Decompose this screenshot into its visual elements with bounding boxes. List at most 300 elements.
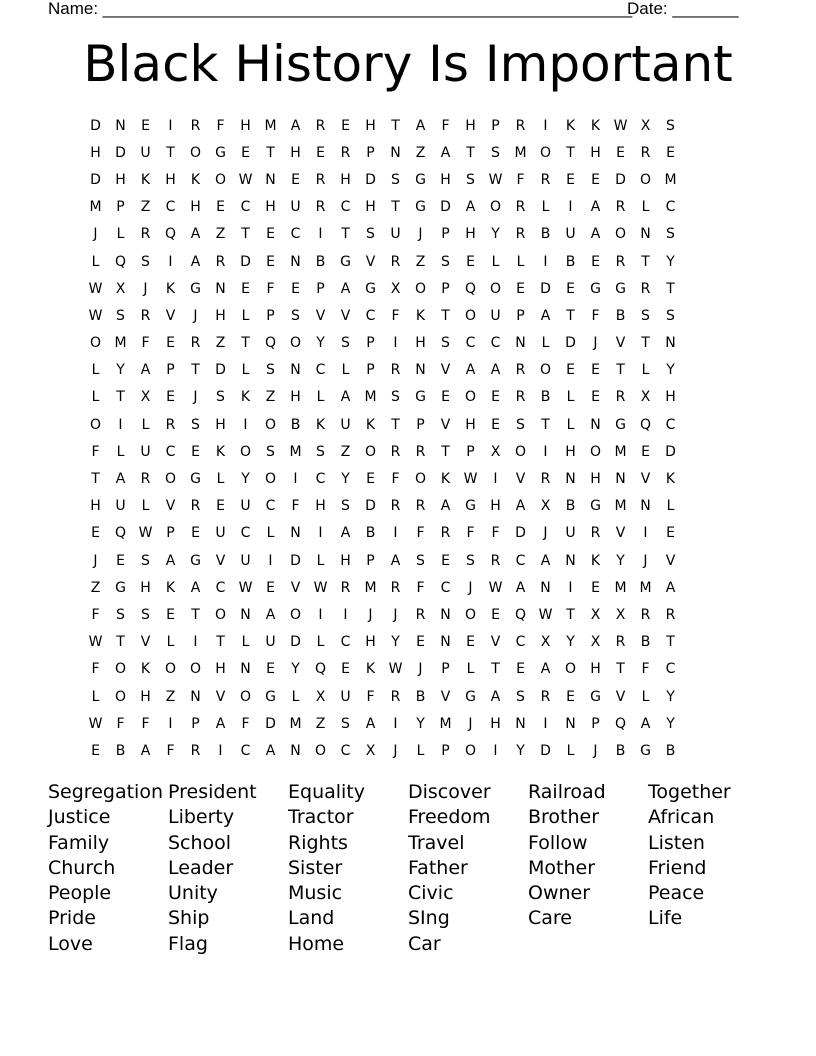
grid-letter: S <box>341 335 350 352</box>
grid-letter: D <box>665 443 676 460</box>
grid-letter: Z <box>415 144 426 161</box>
grid-letter: W <box>488 579 503 596</box>
grid-letter: O <box>364 443 377 460</box>
grid-letter: I <box>168 253 173 270</box>
grid-letter: R <box>490 552 501 569</box>
grid-letter: B <box>115 742 126 759</box>
grid-letter: E <box>366 471 375 488</box>
grid-letter: N <box>565 552 576 569</box>
grid-letter: R <box>190 117 201 134</box>
grid-letter: X <box>615 606 626 623</box>
grid-letter: P <box>166 525 175 542</box>
grid-letter: R <box>515 362 526 379</box>
grid-letter: X <box>640 389 651 406</box>
grid-letter: U <box>115 498 126 515</box>
grid-letter: Y <box>566 634 575 651</box>
word-bank-item: Church <box>48 856 116 879</box>
grid-letter: T <box>566 144 575 161</box>
grid-letter: A <box>390 552 401 569</box>
grid-row <box>83 683 733 710</box>
grid-letter: P <box>366 144 375 161</box>
grid-letter: P <box>366 552 375 569</box>
grid-letter: G <box>640 742 651 759</box>
grid-letter: T <box>666 280 675 297</box>
grid-letter: L <box>541 335 550 352</box>
grid-letter: O <box>464 742 477 759</box>
grid-letter: D <box>290 634 301 651</box>
grid-letter: L <box>566 416 575 433</box>
grid-letter: P <box>166 362 175 379</box>
grid-letter: D <box>90 171 101 188</box>
grid-letter: M <box>89 199 102 216</box>
grid-letter: R <box>315 171 326 188</box>
grid-letter: T <box>116 389 125 406</box>
grid-letter: L <box>316 552 325 569</box>
grid-letter: Y <box>241 471 250 488</box>
grid-letter: K <box>565 117 576 134</box>
grid-letter: K <box>365 661 376 678</box>
grid-letter: C <box>665 199 676 216</box>
grid-letter: A <box>540 661 551 678</box>
grid-letter: H <box>115 171 126 188</box>
grid-letter: Y <box>316 335 325 352</box>
grid-letter: M <box>364 579 377 596</box>
grid-letter: A <box>365 715 376 732</box>
grid-letter: S <box>266 443 275 460</box>
grid-letter: E <box>616 144 625 161</box>
grid-letter: V <box>215 552 226 569</box>
grid-letter: O <box>514 443 527 460</box>
grid-letter: X <box>140 389 151 406</box>
grid-letter: U <box>240 498 251 515</box>
grid-letter: A <box>140 362 151 379</box>
grid-letter: T <box>241 335 250 352</box>
grid-letter: V <box>140 634 151 651</box>
grid-letter: R <box>540 171 551 188</box>
grid-letter: L <box>116 443 125 460</box>
grid-letter: S <box>341 498 350 515</box>
grid-letter: M <box>639 579 652 596</box>
grid-letter: V <box>215 688 226 705</box>
grid-letter: I <box>393 525 398 542</box>
word-bank-item: Owner <box>528 882 591 905</box>
grid-letter: R <box>190 498 201 515</box>
grid-letter: A <box>165 552 176 569</box>
grid-letter: A <box>140 742 151 759</box>
grid-letter: A <box>540 552 551 569</box>
grid-letter: D <box>115 144 126 161</box>
word-bank-item: Pride <box>48 907 96 930</box>
grid-letter: N <box>565 471 576 488</box>
grid-letter: E <box>641 443 650 460</box>
grid-letter: N <box>215 280 226 297</box>
word-bank-item: Leader <box>168 856 234 879</box>
grid-letter: N <box>515 715 526 732</box>
grid-letter: L <box>91 688 100 705</box>
word-bank-item: Peace <box>648 882 705 905</box>
grid-letter: E <box>466 634 475 651</box>
grid-letter: A <box>465 362 476 379</box>
grid-letter: E <box>566 171 575 188</box>
grid-letter: E <box>166 335 175 352</box>
grid-letter: S <box>666 226 675 243</box>
grid-letter: E <box>416 634 425 651</box>
grid-letter: O <box>589 443 602 460</box>
grid-letter: S <box>366 226 375 243</box>
grid-letter: Y <box>341 471 350 488</box>
grid-letter: K <box>140 171 151 188</box>
grid-letter: F <box>91 661 100 678</box>
grid-letter: R <box>340 579 351 596</box>
grid-letter: E <box>241 144 250 161</box>
grid-letter: H <box>290 389 301 406</box>
grid-letter: S <box>516 416 525 433</box>
grid-letter: L <box>316 389 325 406</box>
grid-letter: R <box>540 688 551 705</box>
grid-letter: L <box>141 416 150 433</box>
grid-letter: S <box>416 552 425 569</box>
grid-letter: N <box>540 579 551 596</box>
grid-letter: V <box>290 579 301 596</box>
grid-letter: N <box>440 634 451 651</box>
grid-letter: N <box>590 416 601 433</box>
grid-letter: Y <box>516 742 525 759</box>
grid-letter: G <box>615 416 626 433</box>
grid-letter: R <box>515 117 526 134</box>
grid-letter: G <box>190 280 201 297</box>
grid-letter: U <box>290 199 301 216</box>
grid-letter: C <box>165 199 176 216</box>
grid-letter: U <box>140 443 151 460</box>
grid-letter: P <box>466 443 475 460</box>
grid-letter: O <box>214 171 227 188</box>
grid-letter: C <box>665 416 676 433</box>
grid-letter: V <box>340 307 351 324</box>
grid-letter: X <box>540 498 551 515</box>
grid-row <box>83 275 733 302</box>
grid-letter: E <box>291 280 300 297</box>
grid-letter: C <box>490 335 501 352</box>
grid-letter: N <box>240 606 251 623</box>
word-bank-item: Unity <box>168 882 218 905</box>
grid-letter: C <box>290 226 301 243</box>
grid-letter: W <box>613 117 628 134</box>
grid-letter: A <box>640 715 651 732</box>
grid-letter: Q <box>264 335 277 352</box>
grid-letter: E <box>266 226 275 243</box>
grid-letter: E <box>216 498 225 515</box>
grid-letter: F <box>591 307 600 324</box>
word-bank-item: Sister <box>288 856 343 879</box>
grid-letter: D <box>515 525 526 542</box>
grid-letter: R <box>615 199 626 216</box>
grid-letter: H <box>215 416 226 433</box>
grid-letter: E <box>566 688 575 705</box>
grid-letter: T <box>441 443 450 460</box>
grid-letter: U <box>340 688 351 705</box>
grid-letter: T <box>566 307 575 324</box>
grid-letter: P <box>191 715 200 732</box>
grid-letter: T <box>541 416 550 433</box>
grid-letter: M <box>514 144 527 161</box>
grid-letter: U <box>490 307 501 324</box>
grid-letter: E <box>216 199 225 216</box>
grid-letter: I <box>118 416 123 433</box>
grid-letter: J <box>468 715 473 732</box>
grid-letter: A <box>265 742 276 759</box>
grid-letter: I <box>393 335 398 352</box>
grid-letter: A <box>115 471 126 488</box>
grid-letter: H <box>140 579 151 596</box>
grid-letter: W <box>88 715 103 732</box>
grid-letter: E <box>591 389 600 406</box>
grid-letter: T <box>616 362 625 379</box>
grid-letter: A <box>190 226 201 243</box>
word-bank-item: People <box>48 882 112 905</box>
grid-row <box>83 384 733 411</box>
word-bank-item: Follow <box>528 831 588 854</box>
grid-letter: I <box>293 471 298 488</box>
grid-letter: O <box>539 362 552 379</box>
grid-letter: I <box>568 199 573 216</box>
letter-grid <box>83 112 733 765</box>
grid-letter: E <box>316 144 325 161</box>
grid-letter: T <box>641 253 650 270</box>
grid-letter: B <box>615 307 626 324</box>
grid-letter: E <box>591 171 600 188</box>
grid-letter: S <box>341 715 350 732</box>
grid-letter: O <box>414 471 427 488</box>
grid-letter: V <box>615 688 626 705</box>
grid-letter: Q <box>514 606 527 623</box>
grid-letter: T <box>241 226 250 243</box>
grid-letter: L <box>141 498 150 515</box>
grid-letter: N <box>390 144 401 161</box>
grid-letter: Z <box>215 226 226 243</box>
grid-letter: G <box>590 280 601 297</box>
grid-letter: D <box>240 253 251 270</box>
grid-letter: X <box>315 688 326 705</box>
grid-letter: D <box>565 335 576 352</box>
word-bank-item: Land <box>288 907 335 930</box>
grid-letter: P <box>441 280 450 297</box>
word-bank-item: Mother <box>528 856 596 879</box>
grid-letter: E <box>666 525 675 542</box>
word-bank-item: School <box>168 831 232 854</box>
grid-letter: G <box>415 171 426 188</box>
page-title: Black History Is Important <box>83 35 733 93</box>
grid-letter: A <box>290 117 301 134</box>
grid-letter: L <box>91 362 100 379</box>
grid-letter: E <box>91 525 100 542</box>
grid-letter: O <box>414 280 427 297</box>
grid-row <box>83 493 733 520</box>
grid-letter: L <box>516 253 525 270</box>
grid-letter: X <box>590 634 601 651</box>
grid-row <box>83 601 733 628</box>
grid-letter: K <box>165 280 176 297</box>
grid-letter: C <box>340 742 351 759</box>
grid-letter: G <box>190 552 201 569</box>
grid-letter: I <box>243 416 248 433</box>
grid-letter: E <box>591 362 600 379</box>
grid-letter: E <box>441 552 450 569</box>
grid-letter: D <box>365 171 376 188</box>
grid-letter: A <box>665 579 676 596</box>
grid-letter: R <box>190 742 201 759</box>
grid-letter: J <box>393 742 398 759</box>
word-bank-item: Music <box>288 882 343 905</box>
grid-letter: M <box>614 498 627 515</box>
grid-letter: Y <box>416 715 425 732</box>
grid-letter: U <box>565 226 576 243</box>
grid-letter: N <box>565 715 576 732</box>
grid-letter: B <box>540 226 551 243</box>
grid-letter: H <box>590 471 601 488</box>
word-bank-item: Care <box>528 907 572 930</box>
grid-letter: L <box>316 634 325 651</box>
grid-letter: I <box>543 443 548 460</box>
grid-letter: L <box>116 226 125 243</box>
grid-letter: Z <box>315 715 326 732</box>
grid-letter: E <box>566 280 575 297</box>
grid-letter: L <box>91 253 100 270</box>
grid-letter: S <box>491 144 500 161</box>
grid-letter: H <box>165 171 176 188</box>
grid-letter: Z <box>340 443 351 460</box>
grid-letter: O <box>639 171 652 188</box>
grid-row <box>83 574 733 601</box>
grid-letter: T <box>616 661 625 678</box>
grid-letter: D <box>615 171 626 188</box>
grid-letter: T <box>666 634 675 651</box>
grid-letter: R <box>515 389 526 406</box>
grid-letter: X <box>365 742 376 759</box>
word-bank-item: Home <box>288 932 345 955</box>
word-bank-item: Life <box>648 907 683 930</box>
grid-letter: N <box>665 335 676 352</box>
grid-letter: F <box>91 606 100 623</box>
grid-letter: O <box>189 144 202 161</box>
grid-letter: A <box>340 525 351 542</box>
grid-letter: E <box>666 144 675 161</box>
grid-letter: K <box>165 579 176 596</box>
grid-letter: S <box>291 307 300 324</box>
grid-letter: S <box>441 335 450 352</box>
grid-letter: R <box>440 525 451 542</box>
grid-letter: Q <box>114 525 127 542</box>
grid-letter: A <box>340 280 351 297</box>
grid-letter: S <box>666 307 675 324</box>
grid-letter: M <box>614 443 627 460</box>
grid-letter: G <box>265 688 276 705</box>
grid-letter: W <box>138 525 153 542</box>
grid-letter: O <box>289 606 302 623</box>
grid-letter: P <box>366 362 375 379</box>
grid-letter: O <box>464 389 477 406</box>
word-bank-item: Love <box>48 932 93 955</box>
grid-letter: N <box>290 742 301 759</box>
grid-letter: I <box>168 715 173 732</box>
grid-letter: M <box>289 715 302 732</box>
grid-letter: T <box>491 661 500 678</box>
grid-letter: Y <box>666 253 675 270</box>
grid-letter: O <box>614 226 627 243</box>
word-bank-item: Freedom <box>408 806 491 829</box>
grid-letter: R <box>140 307 151 324</box>
grid-letter: P <box>441 226 450 243</box>
grid-letter: W <box>463 471 478 488</box>
grid-letter: P <box>366 335 375 352</box>
grid-letter: O <box>114 688 127 705</box>
grid-letter: H <box>415 335 426 352</box>
grid-row <box>83 166 733 193</box>
grid-letter: S <box>216 389 225 406</box>
grid-letter: L <box>241 362 250 379</box>
grid-letter: O <box>239 443 252 460</box>
grid-letter: W <box>313 579 328 596</box>
grid-letter: H <box>90 498 101 515</box>
grid-letter: A <box>265 606 276 623</box>
word-bank <box>48 780 768 957</box>
word-bank-item: Listen <box>648 831 705 854</box>
grid-letter: C <box>465 335 476 352</box>
grid-letter: X <box>115 280 126 297</box>
grid-letter: I <box>543 715 548 732</box>
grid-letter: R <box>640 144 651 161</box>
grid-row <box>83 629 733 656</box>
grid-row <box>83 330 733 357</box>
grid-letter: S <box>116 307 125 324</box>
grid-letter: F <box>91 443 100 460</box>
grid-letter: D <box>540 742 551 759</box>
grid-letter: R <box>390 688 401 705</box>
grid-letter: C <box>515 634 526 651</box>
grid-letter: L <box>416 742 425 759</box>
grid-letter: U <box>265 634 276 651</box>
grid-letter: W <box>488 171 503 188</box>
grid-letter: W <box>238 579 253 596</box>
grid-letter: N <box>640 498 651 515</box>
grid-letter: P <box>416 416 425 433</box>
grid-letter: P <box>591 715 600 732</box>
grid-letter: R <box>615 389 626 406</box>
grid-letter: L <box>566 389 575 406</box>
grid-letter: R <box>515 226 526 243</box>
grid-letter: I <box>318 606 323 623</box>
grid-letter: Y <box>391 634 400 651</box>
grid-letter: S <box>316 443 325 460</box>
grid-letter: R <box>415 498 426 515</box>
grid-letter: U <box>565 525 576 542</box>
grid-letter: C <box>315 471 326 488</box>
grid-letter: C <box>240 199 251 216</box>
grid-letter: S <box>516 688 525 705</box>
grid-letter: H <box>215 307 226 324</box>
grid-letter: T <box>391 199 400 216</box>
grid-row <box>83 656 733 683</box>
grid-letter: H <box>290 144 301 161</box>
grid-letter: S <box>141 253 150 270</box>
grid-letter: H <box>590 144 601 161</box>
word-bank-item: SIng <box>408 907 450 930</box>
grid-letter: T <box>191 606 200 623</box>
grid-letter: R <box>665 606 676 623</box>
grid-letter: I <box>493 742 498 759</box>
grid-letter: F <box>416 525 425 542</box>
grid-letter: S <box>391 389 400 406</box>
grid-letter: U <box>215 525 226 542</box>
